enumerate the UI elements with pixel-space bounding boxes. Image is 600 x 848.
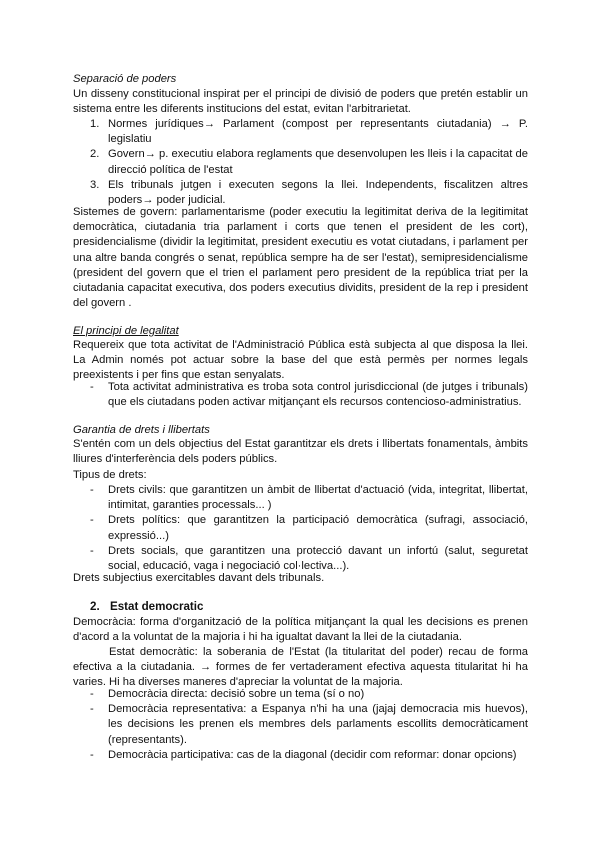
list-item: - Democràcia representativa: a Espanya n'hi ha una (jajaj democracia mis huevos), les decisions les prenen els membres dels parlaments escollits democràticament (representants). xyxy=(90,703,528,746)
list-item: - Drets polítics: que garantitzen la participació democràtica (sufragi, associació, expressió...) xyxy=(90,514,528,542)
list-item: - Democràcia participativa: cas de la diagonal (decidir com reformar: donar opcions) xyxy=(90,748,517,761)
list-item: - Tota activitat administrativa es troba sota control jurisdiccional (de jutges i tribunals) que els ciutadans poden activar mitjançant els recursos contencioso-administratius. xyxy=(90,381,528,409)
section-heading-estat-democratic: 2. Estat democratic xyxy=(90,600,204,613)
label-tipus-drets: Tipus de drets: xyxy=(73,469,147,481)
paragraph-systems-of-government: Sistemes de govern: parlamentarisme (poder executiu la legitimitat deriva de la legitimitat democràtica, ciutadania tria parlament i corts que tenen el president de les cort), presidencialisme (dividir la legitimitat, president executiu es votat ciutadans, i parlament per una altre banda congrés o senat, república sempre ha de ser l'estat), semipresidencialisme (president del govern que el trien el parlament pero president de la república triat per la ciutadania capacitat executiva, dos poders executius dividits, president de la rep i president del govern . xyxy=(73,206,528,310)
paragraph-drets-subjectius: Drets subjectius exercitables davant dels tribunals. xyxy=(73,572,325,584)
list-item: - Drets socials, que garantitzen una protecció davant un infortú (salut, seguretat social, educació, vaga i negociació col·lectiva...). xyxy=(90,544,528,573)
paragraph-democracia-definition: Democràcia: forma d'organització de la política mitjançant la qual les decisions es prenen d'acord a la voluntat de la majoria i hi ha igualtat davant la llei de la ciutadania. xyxy=(73,616,528,644)
paragraph-estat-democratic: Estat democràtic: la soberania de l'Estat (la titularitat del poder) recau de forma efectiva a la ciutadania. → formes de fer vertaderament efectiva aquesta titularitat hi ha varies. Hi ha diverses maneres d'apreciar la voluntat de la majoria. xyxy=(73,646,528,689)
bullet-list-drets xyxy=(73,483,528,574)
bullet-list-legalitat xyxy=(73,380,528,410)
list-item: - Drets civils: que garantitzen un àmbit de llibertat d'actuació (vida, integritat, llibertat, intimitat, garanties processals... ) xyxy=(90,484,528,512)
section-heading-separacio-poders: Separació de poders xyxy=(73,73,177,85)
paragraph-garantia-intro: S'entén com un dels objectius del Estat garantitzar els drets i llibertats fonamentals, àmbits lliures d'interferència dels poders públics. xyxy=(73,438,528,466)
paragraph-legalitat-intro: Requereix que tota activitat de l'Administració Pública està subjecta al que disposa la llei. La Admin només pot actuar sobre la base del que està permès per normes legals preexistents i per fins que estan senyalats. xyxy=(73,339,528,382)
bullet-list-democracia xyxy=(73,687,528,763)
paragraph-separacio-intro: Un disseny constitucional inspirat per el principi de divisió de poders que pretén establir un sistema entre les diferents institucions del estat, evitan l'arbitrarietat. xyxy=(73,88,528,116)
list-item: 1. Normes jurídiques→ Parlament (compost per representants ciutadania) → P. legislatiu xyxy=(90,118,528,146)
list-item: - Democràcia directa: decisió sobre un tema (sí o no) xyxy=(90,688,365,700)
list-item: 3. Els tribunals jutgen i executen segons la llei. Independents, fiscalitzen altres poders→ poder judicial. xyxy=(90,178,528,207)
numbered-list-powers xyxy=(73,117,528,208)
section-heading-principi-legalitat: El principi de legalitat xyxy=(73,325,179,337)
list-item: 2. Govern→ p. executiu elabora reglaments que desenvolupen les lleis i la capacitat de direcció política de l'estat xyxy=(90,148,528,176)
section-heading-garantia-drets: Garantia de drets i llibertats xyxy=(73,424,210,436)
